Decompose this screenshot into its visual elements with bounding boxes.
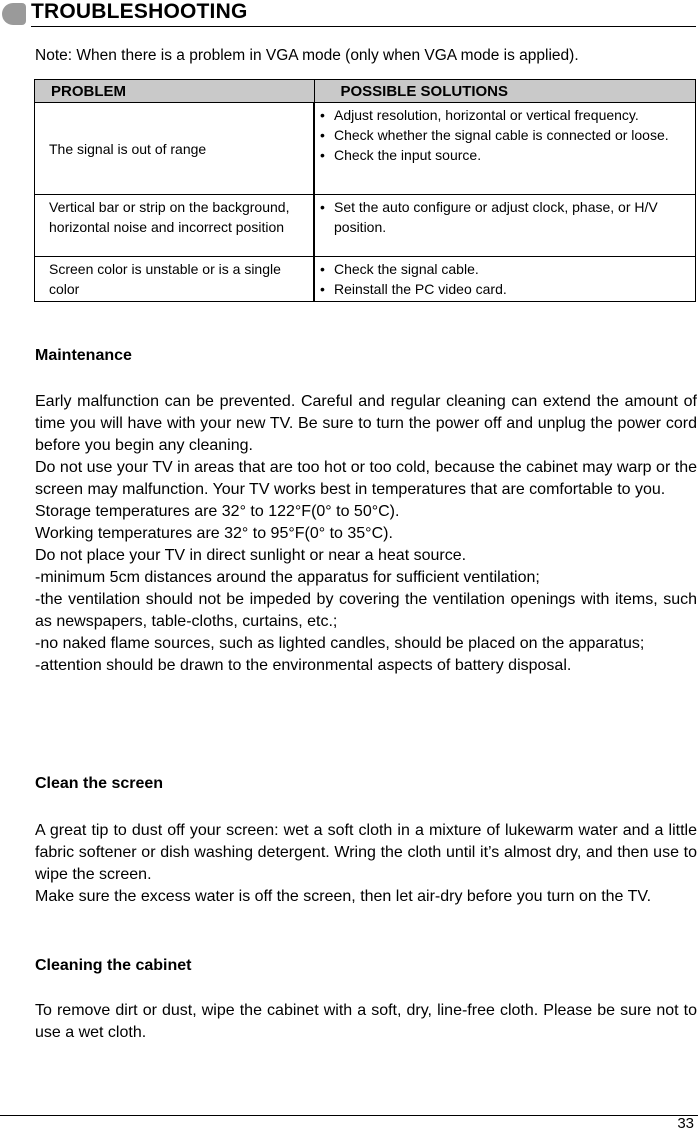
solution-item: • Check the input source. — [318, 145, 689, 165]
solution-list — [318, 105, 689, 165]
paragraph: Storage temperatures are 32° to 122°F(0° to 50°C). — [35, 503, 400, 520]
problem-cell: Screen color is unstable or is a single color — [35, 257, 315, 302]
header-underline — [31, 26, 696, 27]
solution-item: • Check whether the signal cable is connected or loose. — [318, 125, 689, 145]
paragraph: Working temperatures are 32° to 95°F(0° to 35°C). — [35, 525, 393, 542]
cleaning-cabinet-heading: Cleaning the cabinet — [35, 957, 192, 974]
footer-rule — [0, 1115, 698, 1116]
solution-item: • Set the auto configure or adjust clock, phase, or H/V position. — [318, 197, 689, 237]
table-header-row — [35, 80, 696, 103]
section-header — [0, 0, 698, 30]
solutions-cell — [314, 195, 696, 257]
table-row — [35, 257, 696, 302]
paragraph: To remove dirt or dust, wipe the cabinet with a soft, dry, line-free cloth. Please be sure not to use a wet cloth. — [35, 1002, 697, 1041]
problem-cell: Vertical bar or strip on the background, horizontal noise and incorrect position — [35, 195, 315, 257]
page-number: 33 — [677, 1115, 694, 1132]
vga-note: Note: When there is a problem in VGA mode (only when VGA mode is applied). — [35, 47, 579, 64]
paragraph: Early malfunction can be prevented. Careful and regular cleaning can extend the amount of time you will have with your new TV. Be sure to turn the power off and unplug the power cord before you begin any cleaning. — [35, 393, 697, 454]
solution-item: • Adjust resolution, horizontal or vertical frequency. — [318, 105, 689, 125]
paragraph: -the ventilation should not be impeded by covering the ventilation openings with items, such as newspapers, table-cloths, curtains, etc.; — [35, 591, 697, 630]
solutions-cell — [314, 257, 696, 302]
table-row — [35, 103, 696, 195]
solution-list — [318, 197, 689, 237]
clean-screen-heading: Clean the screen — [35, 775, 164, 792]
header-solutions: POSSIBLE SOLUTIONS — [314, 80, 696, 103]
cleaning-cabinet-body — [35, 1000, 697, 1044]
paragraph: Make sure the excess water is off the screen, then let air-dry before you turn on the TV. — [35, 888, 652, 905]
paragraph: -no naked flame sources, such as lighted candles, should be placed on the apparatus; — [35, 635, 645, 652]
problem-cell: The signal is out of range — [35, 103, 315, 195]
paragraph: -attention should be drawn to the environmental aspects of battery disposal. — [35, 657, 572, 674]
clean-screen-body — [35, 820, 697, 908]
solution-item: • Reinstall the PC video card. — [318, 279, 689, 299]
paragraph: -minimum 5cm distances around the apparatus for sufficient ventilation; — [35, 569, 540, 586]
table-row — [35, 195, 696, 257]
header-tab-marker — [2, 3, 26, 25]
header-problem: PROBLEM — [35, 80, 315, 103]
solutions-cell — [314, 103, 696, 195]
paragraph: Do not place your TV in direct sunlight or near a heat source. — [35, 547, 467, 564]
troubleshooting-table — [34, 79, 696, 302]
maintenance-heading: Maintenance — [35, 347, 132, 364]
solution-item: • Check the signal cable. — [318, 259, 689, 279]
maintenance-body — [35, 391, 697, 677]
solution-list — [318, 259, 689, 299]
paragraph: Do not use your TV in areas that are too hot or too cold, because the cabinet may warp or the screen may malfunction. Your TV works best in temperatures that are comfortable to you. — [35, 459, 697, 498]
page-title: TROUBLESHOOTING — [31, 0, 248, 23]
paragraph: A great tip to dust off your screen: wet a soft cloth in a mixture of lukewarm water and a little fabric softener or dish washing detergent. Wring the cloth until it’s almost dry, and then use to wipe the screen. — [35, 822, 697, 883]
